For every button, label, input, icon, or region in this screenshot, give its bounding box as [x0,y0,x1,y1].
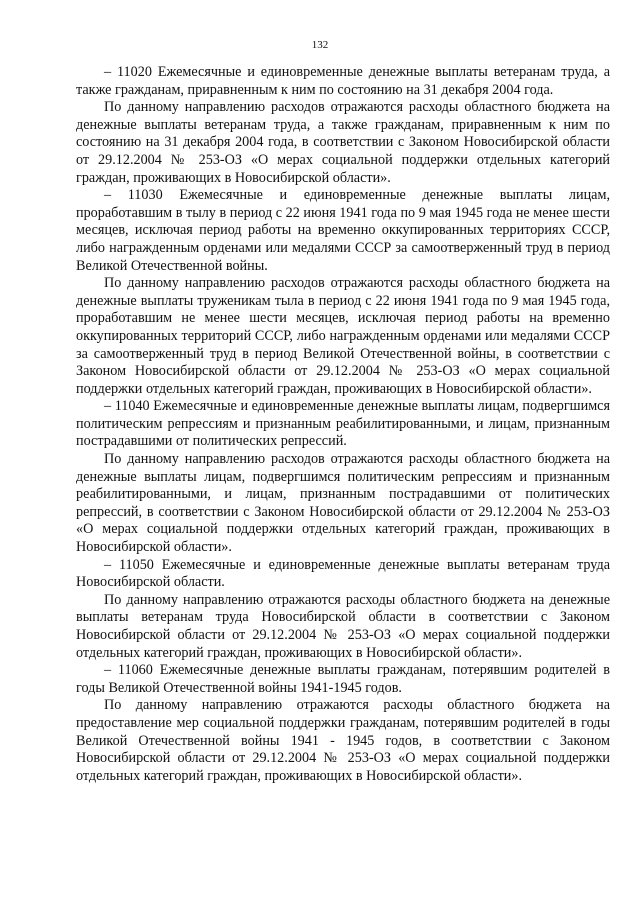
document-body [76,64,610,785]
paragraph-11020-heading: – 11020 Ежемесячные и единовременные денежные выплаты ветеранам труда, а также гражданам, приравненным к ним по состоянию на 31 декабря 2004 года. [76,64,610,98]
paragraph-11040-heading: – 11040 Ежемесячные и единовременные денежные выплаты лицам, подвергшимся политическим репрессиям и признанным реабилитированными, и лицам, признанным пострадавшими от политических репрессий. [76,398,610,450]
page-number: 132 [311,39,329,51]
paragraph-11020-description: По данному направлению расходов отражаются расходы областного бюджета на денежные выплаты ветеранам труда, а также гражданам, приравненным к ним по состоянию на 31 декабря 2004 года, в соответствии с Законом Новосибирской области от 29.12.2004 № 253-ОЗ «О мерах социальной поддержки отдельных категорий граждан, проживающих в Новосибирской области». [76,99,610,186]
paragraph-11030-heading: – 11030 Ежемесячные и единовременные денежные выплаты лицам, проработавшим в тылу в период с 22 июня 1941 года по 9 мая 1945 года не менее шести месяцев, исключая период работы на временно оккупированных территориях СССР, либо награжденным орденами или медалями СССР за самоотверженный труд в период Великой Отечественной войны. [76,187,610,274]
paragraph-11060-heading: – 11060 Ежемесячные денежные выплаты гражданам, потерявшим родителей в годы Великой Отечественной войны 1941-1945 годов. [76,662,610,696]
paragraph-11040-description: По данному направлению расходов отражаются расходы областного бюджета на денежные выплаты лицам, подвергшимся политическим репрессиям и признанным реабилитированными, и лицам, признанным пострадавшими от политических репрессий, в соответствии с Законом Новосибирской области от 29.12.2004 № 253-ОЗ «О мерах социальной поддержки отдельных категорий граждан, проживающих в Новосибирской области». [76,451,610,556]
paragraph-11050-description: По данному направлению отражаются расходы областного бюджета на денежные выплаты ветеранам труда Новосибирской области в соответствии с Законом Новосибирской области от 29.12.2004 № 253-ОЗ «О мерах социальной поддержки отдельных категорий граждан, проживающих в Новосибирской области». [76,591,610,661]
paragraph-11050-heading: – 11050 Ежемесячные и единовременные денежные выплаты ветеранам труда Новосибирской области. [76,556,610,591]
paragraph-11060-description: По данному направлению отражаются расходы областного бюджета на предоставление мер социальной поддержки гражданам, потерявшим родителей в годы Великой Отечественной войны 1941 - 1945 годов, в соответствии с Законом Новосибирской области от 29.12.2004 № 253-ОЗ «О мерах социальной поддержки отдельных категорий граждан, проживающих в Новосибирской области». [76,697,610,784]
paragraph-11030-description: По данному направлению расходов отражаются расходы областного бюджета на денежные выплаты труженикам тыла в период с 22 июня 1941 года по 9 мая 1945 года, проработавшим не менее шести месяцев, исключая период работы на временно оккупированных территорий СССР, либо награжденным орденами или медалями СССР за самоотверженный труд в период Великой Отечественной войны, в соответствии с Законом Новосибирской области от 29.12.2004 № 253-ОЗ «О мерах социальной поддержки отдельных категорий граждан, проживающих в Новосибирской области». [76,275,610,397]
